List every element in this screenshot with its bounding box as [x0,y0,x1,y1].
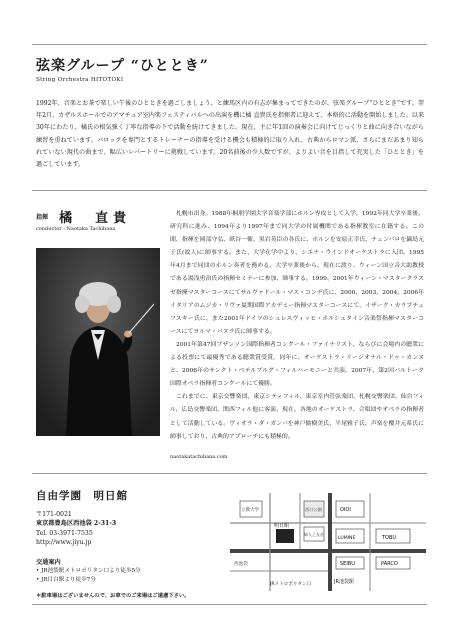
top-rule [32,44,427,45]
bio-paragraph: これまでに、東京交響楽団、東京シティフィル、東京室内管弦楽団、札幌交響楽団、仙台フィル、広島交響楽団、関西フィル他に客演。現在、各地のオーケストラ、合唱団やオペラの指揮者として活動している。ヴィオラ・ダ・ガンバを神戸愉樹美氏、平尾雅子氏、声楽を櫻井元希氏に師事しており、古典的アプローチにも積極的。 [170,394,424,440]
map-label-tobu: TOBU [382,535,397,541]
map-label-parco: PARCO [381,561,398,567]
venue-tel: Tel. 03-3971-7535 [36,530,93,537]
access-title: 交通案内 [36,559,61,566]
map-label-lumine: LUMINE [338,536,356,541]
section-rule-1 [32,190,427,191]
map-label-park: 西口公園 [305,507,322,512]
bio-paragraph: 2001年第47回ブザンソン国際指揮者コンクール・ファイナリスト、ならびに会場内の聴衆による投票にて最優秀である聴衆賞受賞。同年に、オーケストラ・リージオナル・ドゥ・カンヌと、2006年のサンクト・ペテルブルグ・フィルハーモニーと共演。2007年、第2回バルトーク国際オペラ指揮者コンクールにて優勝。 [170,341,424,388]
map-label-metro: 西池袋 [234,562,248,567]
map-label-church: 婦人之友社 [304,532,324,537]
bio-paragraph: 札幌市出身。1988年桐朋学園大学音楽学部にホルン専攻として入学。1992年同大学卒業後、研究科に進み、1994年より1997年まで同大学の付属機関である指揮教室に在籍する。この間、指揮を岡部守弘、紙谷一衛、黒岩英臣の各氏に、ホルンを安原正幸氏、チェンバロを鍋島元子氏(故人)に師事する。また、大学在学中より、シエナ・ウインドオーケストラに入団。1995年4月まで同団のホルン奏者を務める。大学卒業後から、現在に渡り、ウィーン国立音大助教授である湯浅勇治氏の指揮セミナーに参加、師事する。1999、2001年ウィーン・マスタークラスゼ指揮マスターコースにてサルヴァドール・マス・コンデ氏に、2000、2003、2004、2006年イタリアのムジカ・リヴァ夏期国際アカデミー指揮マスターコースにて、イザーク・カラブチェフスキー氏に、また2001年ドイツのシュレスヴィッヒ・ホルシュタイン音楽祭指揮マスターコースにてヨルマ・パヌラ氏に師事する。 [170,211,424,335]
bottom-rule [32,604,427,605]
conductor-name: 橘 直貴 [59,211,132,226]
parking-note: ＊駐車場はございませんので、お車でのご来場はご遠慮下さい。 [36,593,190,599]
map-label-seibu: SEIBU [340,561,355,567]
venue-website-link[interactable]: http://www.jiyu.jp [36,539,92,546]
group-intro-text: 1992年、音楽とお茶で楽しい午後のひとときを過ごしましょう、と練馬区内の有志が集まってできたのが、弦楽グループ“ひととき”です。翌年2月、カザルスホールでのアマチュア室内楽フェスティバルへの出演を機に橘 直貴氏を指揮者に迎えて、本格的に活動を開始しました。以来30年にわたり、橘氏の根気強く丁寧な指導の下で活動を続けてきました。現在、主に年1回の演奏会に向けてじっくりと曲に向き合いながら練習を重ねています。バロックを専門とするトレーナーの指導を受ける機会も積極的に取り入れ、古典からロマン派、さらにまだあまり知られていない現代の曲まで、幅広いレパートリーに挑戦しています。20名前後の少人数ですが、よりよい音を目指して充実した「ひととき」を過ごしています。 [36,100,424,169]
group-title: 弦楽グループ “ひととき” [36,58,209,74]
conductor-website-link[interactable]: naotakatachibana.com [170,454,228,460]
conductor-name-en: conductor : Naotaka Tachibana [36,226,116,232]
map-label-sports: 立教大学 [241,508,259,513]
venue-name: 自由学園 明日館 [36,490,128,502]
conductor-role: 指揮 [36,214,49,221]
conductor-heading [36,206,131,226]
map-label-marui: OIOI [340,507,351,513]
map-label-metropolitan: JRメトロポリタン口 [270,582,312,587]
access-item: • JR目白駅より徒歩7分 [36,577,96,583]
conductor-bio [170,208,424,444]
group-subtitle: String Orchestra HITOTOKI [36,77,124,83]
section-rule-2 [32,473,427,474]
venue-address: 東京都豊島区西池袋 2-31-3 [36,520,117,527]
conductor-photo [36,248,160,436]
venue-zip: 〒171-0021 [36,511,72,518]
venue-map [230,493,426,591]
map-label-venue: 明日館 [274,523,290,529]
map-label-jr: JR池袋駅 [334,579,354,585]
access-item: • JR池袋駅メトロポリタン口より徒歩5分 [36,568,141,574]
